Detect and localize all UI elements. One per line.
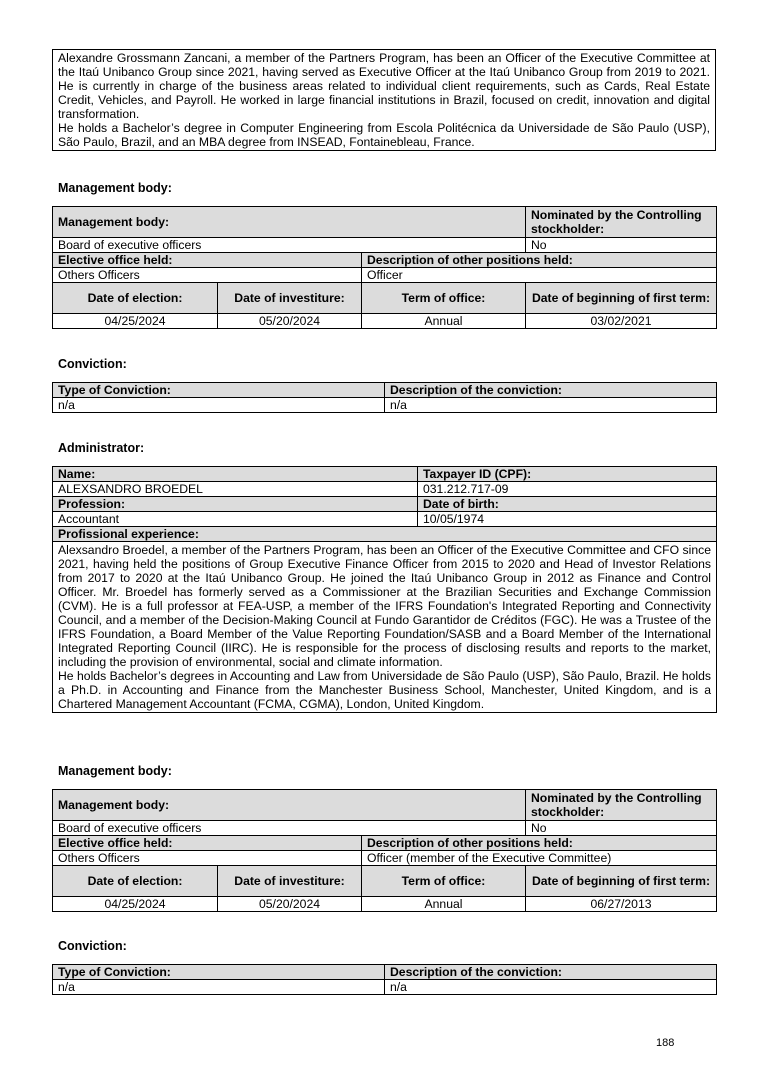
mgmt1-header-elective: Elective office held:	[53, 253, 362, 268]
conv1-header-type: Type of Conviction:	[53, 383, 385, 398]
mgmt1-header-investiture: Date of investiture:	[218, 283, 362, 314]
conviction-1-title: Conviction:	[58, 357, 127, 371]
top-bio-box	[52, 49, 716, 151]
mgmt1-header-election: Date of election:	[53, 283, 218, 314]
conv2-header-desc: Description of the conviction:	[385, 965, 717, 980]
admin-header-dob: Date of birth:	[418, 497, 717, 512]
conv2-header-type: Type of Conviction:	[53, 965, 385, 980]
page-number: 188	[656, 1037, 675, 1049]
administrator-box	[52, 466, 716, 713]
conv2-type-value: n/a	[53, 980, 385, 995]
management-body-1-box	[52, 206, 716, 329]
mgmt1-header-term: Term of office:	[362, 283, 526, 314]
mgmt1-header-body: Management body:	[53, 207, 526, 238]
conv1-desc-value: n/a	[385, 398, 717, 413]
conv1-type-value: n/a	[53, 398, 385, 413]
mgmt1-header-other: Description of other positions held:	[362, 253, 717, 268]
mgmt2-nominated-value: No	[526, 821, 717, 836]
mgmt2-elective-value: Others Officers	[53, 851, 362, 866]
top-bio-paragraph-1: Alexandre Grossmann Zancani, a member of the Partners Program, has been an Officer of the Executive Committee at the Itaú Unibanco Group since 2021, having served as Executive Officer at the Itaú Unibanco Group from 2019 to 2021. He is currently in charge of the business areas related to individual client requirements, such as Cards, Real Estate Credit, Vehicles, and Payroll. He worked in large financial institutions in Brazil, focused on credit, innovation and digital transformation.	[58, 51, 710, 121]
mgmt1-term-value: Annual	[362, 314, 526, 329]
mgmt2-other-value: Officer (member of the Executive Committee)	[362, 851, 717, 866]
mgmt2-header-first-term: Date of beginning of first term:	[526, 866, 717, 897]
management-body-1-title: Management body:	[58, 181, 172, 195]
conviction-1-table	[52, 382, 717, 413]
admin-header-experience: Profissional experience:	[53, 527, 717, 542]
admin-profession-value: Accountant	[53, 512, 418, 527]
admin-experience-cell	[53, 542, 717, 713]
mgmt2-header-other: Description of other positions held:	[362, 836, 717, 851]
mgmt2-header-elective: Elective office held:	[53, 836, 362, 851]
admin-cpf-value: 031.212.717-09	[418, 482, 717, 497]
top-bio-paragraph-2: He holds a Bachelor’s degree in Computer Engineering from Escola Politécnica da Universidade de São Paulo (USP), São Paulo, Brazil, and an MBA degree from INSEAD, Fontainebleau, France.	[58, 121, 710, 149]
mgmt2-term-value: Annual	[362, 897, 526, 912]
administrator-title: Administrator:	[58, 441, 145, 455]
mgmt1-header-first-term: Date of beginning of first term:	[526, 283, 717, 314]
admin-experience-paragraph-1: Alexsandro Broedel, a member of the Partners Program, has been an Officer of the Executive Committee and CFO since 2021, having held the positions of Group Executive Finance Officer from 2015 to 2020 and Head of Investor Relations from 2017 to 2020 at the Itaú Unibanco Group. He joined the Itaú Unibanco Group in 2012 as Finance and Control Officer. Mr. Broedel has formerly served as a Commissioner at the Brazilian Securities and Exchange Commission (CVM). He is a full professor at FEA-USP, a member of the IFRS Foundation's Integrated Reporting and Connectivity Council, and a member of the Decision-Making Council at Fundo Garantidor de Créditos (FGC). He was a Trustee of the IFRS Foundation, a Board Member of the Value Reporting Foundation/SASB and a Board Member of the International Integrated Reporting Council (IIRC). He is responsible for the process of disclosing results and reports to the market, including the provision of environmental, social and climate information.	[58, 543, 711, 669]
mgmt1-elective-value: Others Officers	[53, 268, 362, 283]
mgmt2-first-term-value: 06/27/2013	[526, 897, 717, 912]
mgmt1-first-term-value: 03/02/2021	[526, 314, 717, 329]
admin-dob-value: 10/05/1974	[418, 512, 717, 527]
mgmt1-investiture-value: 05/20/2024	[218, 314, 362, 329]
mgmt1-body-value: Board of executive officers	[53, 238, 526, 253]
conviction-2-title: Conviction:	[58, 939, 127, 953]
management-body-2-table	[52, 789, 717, 912]
admin-header-name: Name:	[53, 467, 418, 482]
conviction-1-box	[52, 382, 716, 413]
mgmt2-header-investiture: Date of investiture:	[218, 866, 362, 897]
mgmt2-header-term: Term of office:	[362, 866, 526, 897]
admin-name-value: ALEXSANDRO BROEDEL	[53, 482, 418, 497]
admin-experience-paragraph-2: He holds Bachelor’s degrees in Accounting and Law from Universidade de São Paulo (USP), São Paulo, Brazil. He holds a Ph.D. in Accounting and Finance from the Manchester Business School, Manchester, United Kingdom, and is a Chartered Management Accountant (FCMA, CGMA), London, United Kingdom.	[58, 669, 711, 711]
mgmt2-investiture-value: 05/20/2024	[218, 897, 362, 912]
mgmt2-header-body: Management body:	[53, 790, 526, 821]
admin-header-profession: Profession:	[53, 497, 418, 512]
conv2-desc-value: n/a	[385, 980, 717, 995]
mgmt1-other-value: Officer	[362, 268, 717, 283]
admin-header-cpf: Taxpayer ID (CPF):	[418, 467, 717, 482]
management-body-1-table	[52, 206, 717, 329]
mgmt2-body-value: Board of executive officers	[53, 821, 526, 836]
conviction-2-table	[52, 964, 717, 995]
administrator-table	[52, 466, 717, 713]
management-body-2-box	[52, 789, 716, 912]
conviction-2-box	[52, 964, 716, 995]
top-bio-cell	[53, 50, 716, 151]
mgmt2-header-election: Date of election:	[53, 866, 218, 897]
mgmt2-header-nominated: Nominated by the Controlling stockholder:	[526, 790, 717, 821]
mgmt1-nominated-value: No	[526, 238, 717, 253]
mgmt2-election-value: 04/25/2024	[53, 897, 218, 912]
management-body-2-title: Management body:	[58, 764, 172, 778]
top-bio-table	[52, 49, 716, 151]
mgmt1-election-value: 04/25/2024	[53, 314, 218, 329]
mgmt1-header-nominated: Nominated by the Controlling stockholder:	[526, 207, 717, 238]
conv1-header-desc: Description of the conviction:	[385, 383, 717, 398]
